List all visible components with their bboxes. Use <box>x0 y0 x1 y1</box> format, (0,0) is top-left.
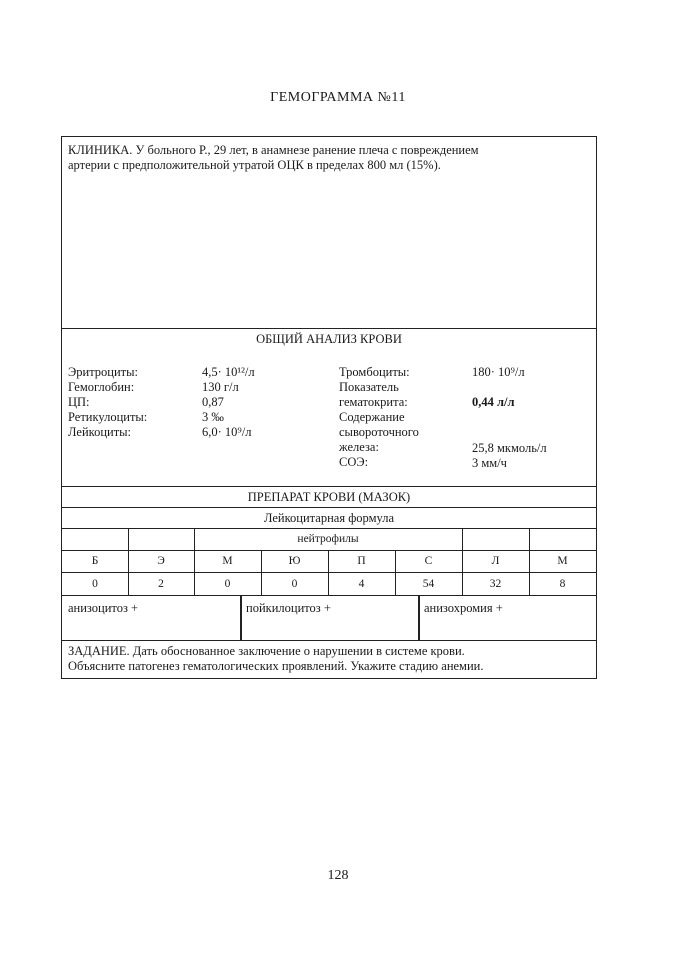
erythrocytes-label: Эритроциты: <box>68 365 139 379</box>
col-monocytes: М <box>557 555 568 567</box>
task-line-1: ЗАДАНИЕ. Дать обоснованное заключение о нарушении в системе крови. <box>68 644 465 658</box>
divider <box>418 595 420 640</box>
hematocrit-label-2: гематокрита: <box>339 395 408 409</box>
color-index-value: 0,87 <box>202 395 224 409</box>
val-lymphocytes: 32 <box>489 578 502 590</box>
platelets-label: Тромбоциты: <box>339 365 410 379</box>
divider <box>240 595 242 640</box>
divider <box>62 507 596 508</box>
col-myelocytes: М <box>222 555 233 567</box>
col-band: П <box>357 555 366 567</box>
smear-heading: ПРЕПАРАТ КРОВИ (МАЗОК) <box>247 490 411 504</box>
anisochromia: анизохромия + <box>424 601 503 615</box>
col-metamyelocytes: Ю <box>288 555 301 567</box>
analysis-heading: ОБЩИЙ АНАЛИЗ КРОВИ <box>256 332 402 346</box>
clinic-line-2: артерии с предположительной утратой ОЦК в пределах 800 мл (15%). <box>68 158 441 172</box>
col-segmented: С <box>424 555 433 567</box>
iron-value: 25,8 мкмоль/л <box>472 441 547 455</box>
poikilocytosis: пойкилоцитоз + <box>246 601 331 615</box>
divider <box>62 640 596 641</box>
divider <box>62 550 596 551</box>
esr-value: 3 мм/ч <box>472 456 507 470</box>
hemoglobin-value: 130 г/л <box>202 380 239 394</box>
leukocytes-label: Лейкоциты: <box>68 425 132 439</box>
col-eosinophils: Э <box>157 555 165 567</box>
val-metamyelocytes: 0 <box>291 578 298 590</box>
col-basophils: Б <box>91 555 99 567</box>
val-segmented: 54 <box>422 578 435 590</box>
reticulocytes-label: Ретикулоциты: <box>68 410 148 424</box>
anisocytosis: анизоцитоз + <box>68 601 139 615</box>
divider <box>62 328 596 329</box>
iron-label-2: сывороточного <box>339 425 419 439</box>
divider <box>62 595 596 596</box>
divider <box>62 572 596 573</box>
val-eosinophils: 2 <box>158 578 164 590</box>
erythrocytes-value: 4,5· 10¹²/л <box>202 365 255 379</box>
color-index-label: ЦП: <box>68 395 90 409</box>
iron-label-3: железа: <box>339 440 379 454</box>
reticulocytes-value: 3 ‰ <box>202 410 224 424</box>
iron-label-1: Содержание <box>339 410 405 424</box>
formula-heading: Лейкоцитарная формула <box>263 511 395 525</box>
val-basophils: 0 <box>92 578 98 590</box>
page-title: ГЕМОГРАММА №11 <box>270 90 406 105</box>
esr-label: СОЭ: <box>339 455 369 469</box>
val-band: 4 <box>358 578 365 590</box>
task-line-2: Объясните патогенез гематологических проявлений. Укажите стадию анемии. <box>68 659 484 673</box>
clinic-line-1: КЛИНИКА. У больного Р., 29 лет, в анамнезе ранение плеча с повреждением <box>68 143 479 157</box>
page-number: 128 <box>327 868 349 883</box>
neutrophils-heading: нейтрофилы <box>297 533 359 545</box>
val-myelocytes: 0 <box>224 578 231 590</box>
hematocrit-label-1: Показатель <box>339 380 399 394</box>
leukocytes-value: 6,0· 10⁹/л <box>202 425 252 439</box>
platelets-value: 180· 10⁹/л <box>472 365 525 379</box>
hemogram-table <box>61 136 597 679</box>
hematocrit-value: 0,44 л/л <box>472 395 515 409</box>
val-monocytes: 8 <box>559 578 566 590</box>
divider <box>62 528 596 529</box>
col-lymphocytes: Л <box>491 555 500 567</box>
hemoglobin-label: Гемоглобин: <box>68 380 135 394</box>
divider <box>62 486 596 487</box>
